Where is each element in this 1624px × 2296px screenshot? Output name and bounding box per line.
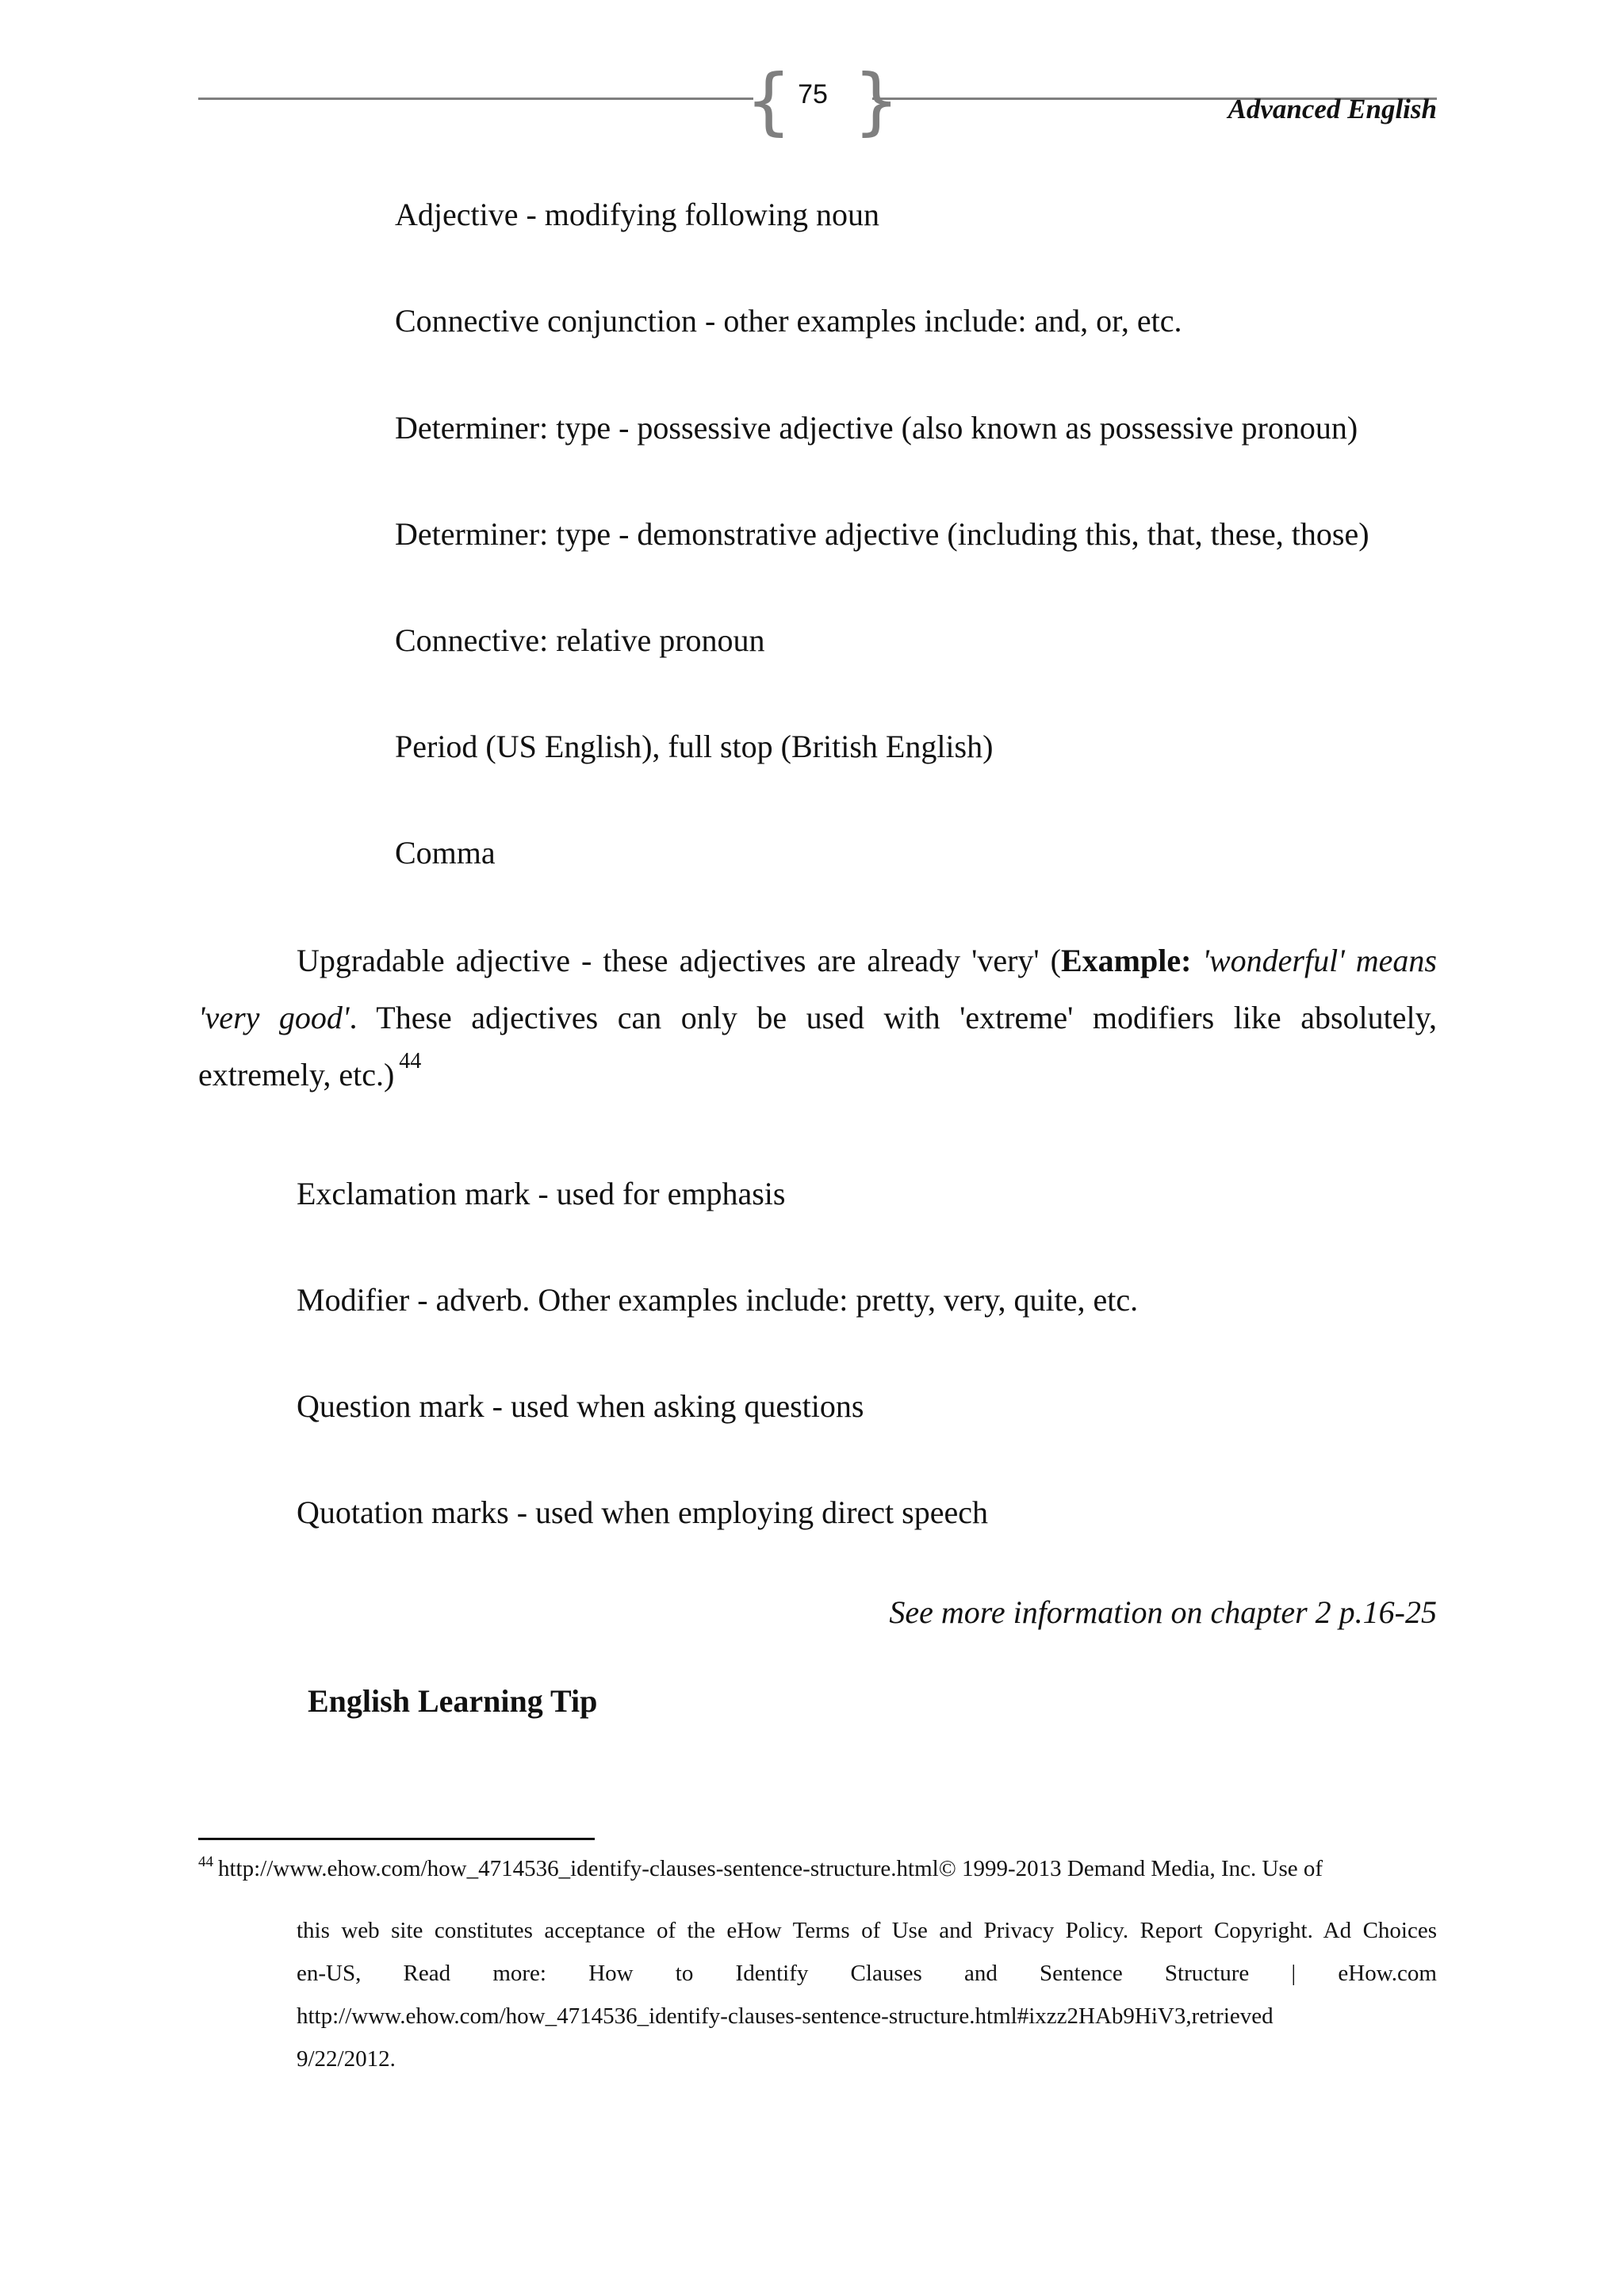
- footnote-line-4: http://www.ehow.com/how_4714536_identify-clauses-sentence-structure.html#ixzz2HAb9HiV3,retrieved: [297, 2003, 1274, 2029]
- paragraph-text-before: Upgradable adjective - these adjectives are already 'very' (: [297, 943, 1061, 978]
- list-item: Comma: [395, 835, 496, 871]
- footnote-line-1: http://www.ehow.com/how_4714536_identify-clauses-sentence-structure.html© 1999-2013 Demand Media, Inc. Use of: [218, 1856, 1323, 1881]
- footnote-rule: [198, 1838, 595, 1840]
- running-title: Advanced English: [1228, 94, 1437, 124]
- footnote-line-5: 9/22/2012.: [297, 2046, 396, 2072]
- list-item: Modifier - adverb. Other examples include: pretty, very, quite, etc.: [297, 1282, 1139, 1318]
- list-item: Quotation marks - used when employing direct speech: [297, 1494, 988, 1530]
- list-item: Connective: relative pronoun: [395, 622, 765, 658]
- header-rule-left: [198, 98, 753, 100]
- list-item: Question mark - used when asking questions: [297, 1388, 864, 1424]
- list-item: Determiner: type - possessive adjective (also known as possessive pronoun): [395, 410, 1358, 446]
- page-number-bracket-close: }: [853, 59, 900, 144]
- footnote-number: 44: [198, 1854, 213, 1870]
- see-more-reference: See more information on chapter 2 p.16-25: [889, 1594, 1437, 1630]
- page-number: 75: [798, 79, 828, 109]
- example-text: 'wonderful' means 'very good': [198, 943, 1437, 1035]
- page-number-bracket-open: {: [745, 59, 792, 144]
- paragraph-text-after: . These adjectives can only be used with 'extreme' modifiers like absolutely, extremely, etc.): [198, 1000, 1438, 1093]
- footnote-reference: 44: [399, 1049, 422, 1073]
- footnote-first-line: [198, 1847, 1323, 1893]
- body-paragraph: [198, 932, 1437, 1108]
- list-item: Adjective - modifying following noun: [395, 197, 880, 232]
- list-item: Period (US English), full stop (British English): [395, 729, 994, 764]
- footnote-continuation: [297, 1909, 1437, 2080]
- footnote-line-3: en-US, Read more: How to Identify Clauses and Sentence Structure | eHow.com: [297, 1961, 1437, 1986]
- list-item: Exclamation mark - used for emphasis: [297, 1176, 786, 1211]
- tip-heading: English Learning Tip: [308, 1683, 598, 1719]
- list-item: Connective conjunction - other examples include: and, or, etc.: [395, 303, 1182, 339]
- footnote-line-2: this web site constitutes acceptance of the eHow Terms of Use and Privacy Policy. Report Copyright. Ad Choices: [297, 1918, 1437, 1943]
- list-item: Determiner: type - demonstrative adjective (including this, that, these, those): [395, 516, 1369, 552]
- example-label: Example:: [1060, 943, 1192, 978]
